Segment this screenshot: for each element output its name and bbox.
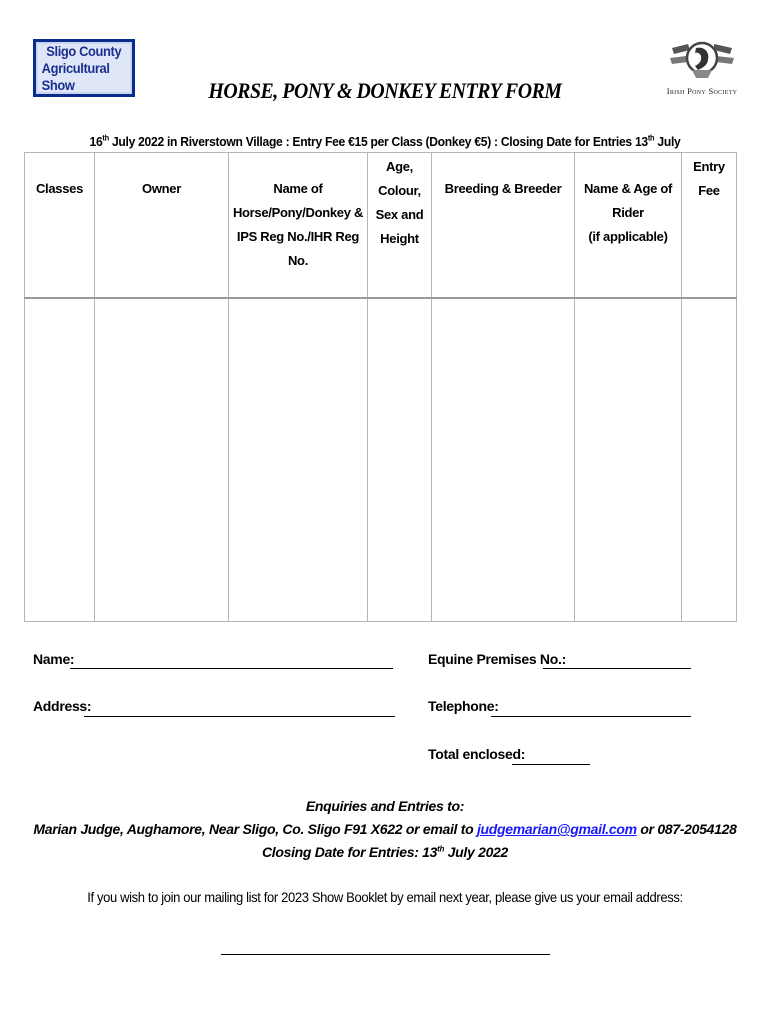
total-enclosed-field[interactable]	[512, 764, 590, 765]
subtitle-day: 16	[89, 134, 103, 149]
closing-date-line	[0, 841, 770, 864]
equine-premises-label: Equine Premises No.:	[428, 651, 566, 667]
enquiries-line-before: Marian Judge, Aughamore, Near Sligo, Co. Sligo F91 X622 or email to	[33, 821, 477, 837]
email-link[interactable]: judgemarian@gmail.com	[476, 821, 637, 837]
mailing-list-text: If you wish to join our mailing list for 2023 Show Booklet by email next year, please give us your email address:	[87, 889, 683, 905]
form-subtitle	[27, 134, 743, 149]
header-owner: Owner	[95, 153, 229, 299]
header-entry-fee: Entry Fee	[682, 153, 737, 299]
name-label: Name:	[33, 651, 75, 667]
cell-horse-name[interactable]	[229, 298, 368, 622]
enquiries-heading: Enquiries and Entries to:	[305, 798, 465, 814]
equine-premises-field[interactable]	[543, 668, 691, 669]
subtitle-end-suffix: th	[647, 133, 655, 143]
logo-line-2: Agricultural Show	[41, 59, 110, 93]
form-title: HORSE, PONY & DONKEY ENTRY FORM	[208, 78, 562, 103]
enquiries-block	[0, 795, 770, 864]
subtitle-middle: July 2022 in Riverstown Village : Entry Fee €15 per Class (Donkey €5) : Closing Date for Entries 13	[108, 134, 648, 149]
logo-line-1: Sligo County	[46, 42, 122, 59]
address-field[interactable]	[84, 716, 395, 717]
cell-classes[interactable]	[25, 298, 95, 622]
total-enclosed-label: Total enclosed:	[428, 746, 526, 762]
cell-owner[interactable]	[95, 298, 229, 622]
header-rider: Name & Age of Rider (if applicable)	[575, 153, 682, 299]
pony-head-icon	[668, 36, 736, 84]
enquiries-address-line	[0, 818, 770, 841]
header-age-colour: Age, Colour, Sex and Height	[368, 153, 432, 299]
header-breeding: Breeding & Breeder	[432, 153, 575, 299]
address-label: Address:	[33, 698, 92, 714]
name-field[interactable]	[70, 668, 393, 669]
header-classes: Classes	[25, 153, 95, 299]
entry-table	[24, 152, 737, 622]
subtitle-end: July	[654, 134, 681, 149]
table-row	[25, 298, 737, 622]
telephone-field[interactable]	[491, 716, 691, 717]
telephone-label: Telephone:	[428, 698, 499, 714]
enquiries-line-after: or 087-2054128	[636, 821, 737, 837]
closing-before: Closing Date for Entries: 13	[261, 844, 438, 860]
email-address-field[interactable]	[221, 954, 550, 955]
subtitle-day-suffix: th	[102, 133, 109, 143]
cell-entry-fee[interactable]	[682, 298, 737, 622]
society-name: Irish Pony Society	[666, 86, 738, 96]
closing-suffix: th	[437, 844, 445, 854]
cell-age-colour[interactable]	[368, 298, 432, 622]
cell-rider[interactable]	[575, 298, 682, 622]
closing-after: July 2022	[444, 844, 509, 860]
cell-breeding[interactable]	[432, 298, 575, 622]
header-horse-name: Name of Horse/Pony/Donkey & IPS Reg No./IHR Reg No.	[229, 153, 368, 299]
